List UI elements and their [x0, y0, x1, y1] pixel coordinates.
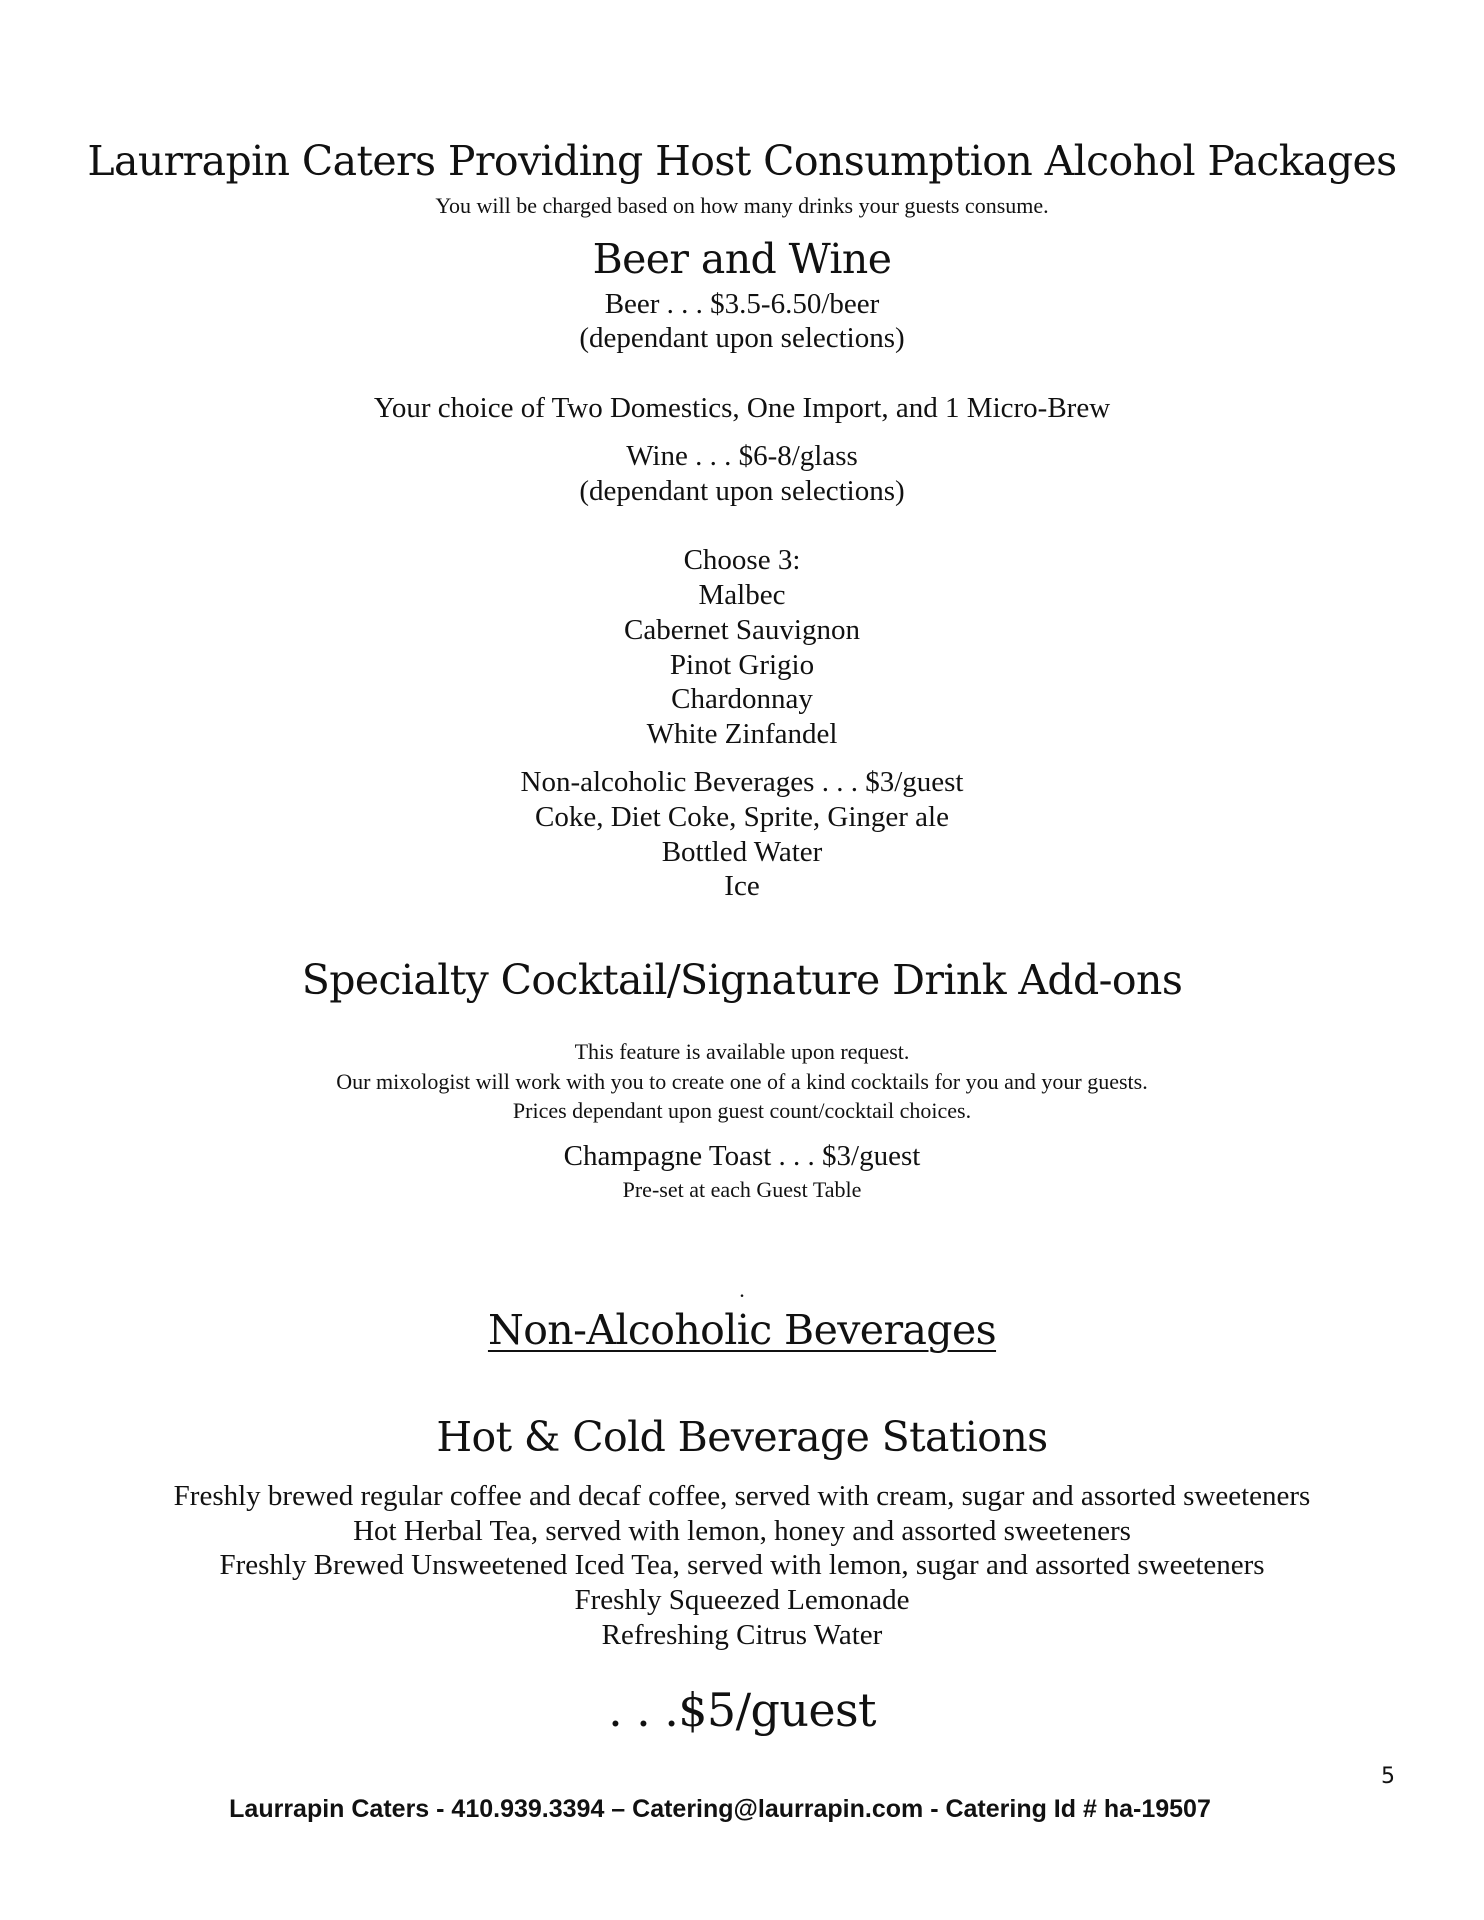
- beer-price: Beer . . . $3.5-6.50/beer: [604, 288, 880, 320]
- wine-item: White Zinfandel: [646, 718, 838, 750]
- beverage-item: Freshly Squeezed Lemonade: [574, 1584, 910, 1616]
- non-alcoholic-item: Ice: [724, 870, 760, 902]
- wine-price: Wine . . . $6-8/glass: [626, 440, 858, 472]
- page-subtitle: You will be charged based on how many drinks your guests consume.: [435, 193, 1049, 218]
- beer-note: (dependant upon selections): [579, 322, 905, 354]
- wine-item: Cabernet Sauvignon: [624, 614, 860, 646]
- specialty-line: Prices dependant upon guest count/cocktail choices.: [512, 1098, 972, 1123]
- wine-item: Pinot Grigio: [669, 649, 815, 681]
- beverage-item: Refreshing Citrus Water: [601, 1619, 883, 1651]
- specialty-line: This feature is available upon request.: [574, 1039, 910, 1064]
- specialty-heading: Specialty Cocktail/Signature Drink Add-ons: [301, 956, 1183, 1004]
- page-title: Laurrapin Caters Providing Host Consumption Alcohol Packages: [87, 137, 1397, 185]
- beer-choice: Your choice of Two Domestics, One Import, and 1 Micro-Brew: [373, 392, 1111, 424]
- non-alcoholic-item: Bottled Water: [661, 836, 823, 868]
- specialty-line: Our mixologist will work with you to create one of a kind cocktails for you and your guests.: [336, 1069, 1148, 1094]
- beverage-item: Freshly brewed regular coffee and decaf coffee, served with cream, sugar and assorted sweeteners: [173, 1480, 1311, 1512]
- beverages-heading-text: Non-Alcoholic Beverages: [487, 1306, 997, 1354]
- champagne-price: Champagne Toast . . . $3/guest: [563, 1140, 921, 1172]
- non-alcoholic-price: Non-alcoholic Beverages . . . $3/guest: [520, 766, 964, 798]
- stations-heading: Hot & Cold Beverage Stations: [436, 1413, 1048, 1461]
- beverage-item: Freshly Brewed Unsweetened Iced Tea, served with lemon, sugar and assorted sweeteners: [219, 1549, 1265, 1581]
- footer-contact: Laurrapin Caters - 410.939.3394 – Catering@laurrapin.com - Catering Id # ha-19507: [229, 1795, 1211, 1823]
- beer-wine-heading: Beer and Wine: [592, 235, 892, 283]
- champagne-note: Pre-set at each Guest Table: [622, 1177, 862, 1202]
- beverage-item: Hot Herbal Tea, served with lemon, honey and assorted sweeteners: [353, 1515, 1131, 1547]
- beverages-heading: [0, 1307, 1484, 1354]
- wine-item: Malbec: [698, 579, 786, 611]
- non-alcoholic-item: Coke, Diet Coke, Sprite, Ginger ale: [535, 801, 949, 833]
- separator-dot: .: [739, 1277, 745, 1302]
- wine-item: Chardonnay: [671, 683, 813, 715]
- stations-price: . . .$5/guest: [608, 1683, 876, 1737]
- wine-note: (dependant upon selections): [579, 475, 905, 507]
- wine-choose-label: Choose 3:: [683, 544, 801, 576]
- page-number: 5: [1381, 1764, 1395, 1789]
